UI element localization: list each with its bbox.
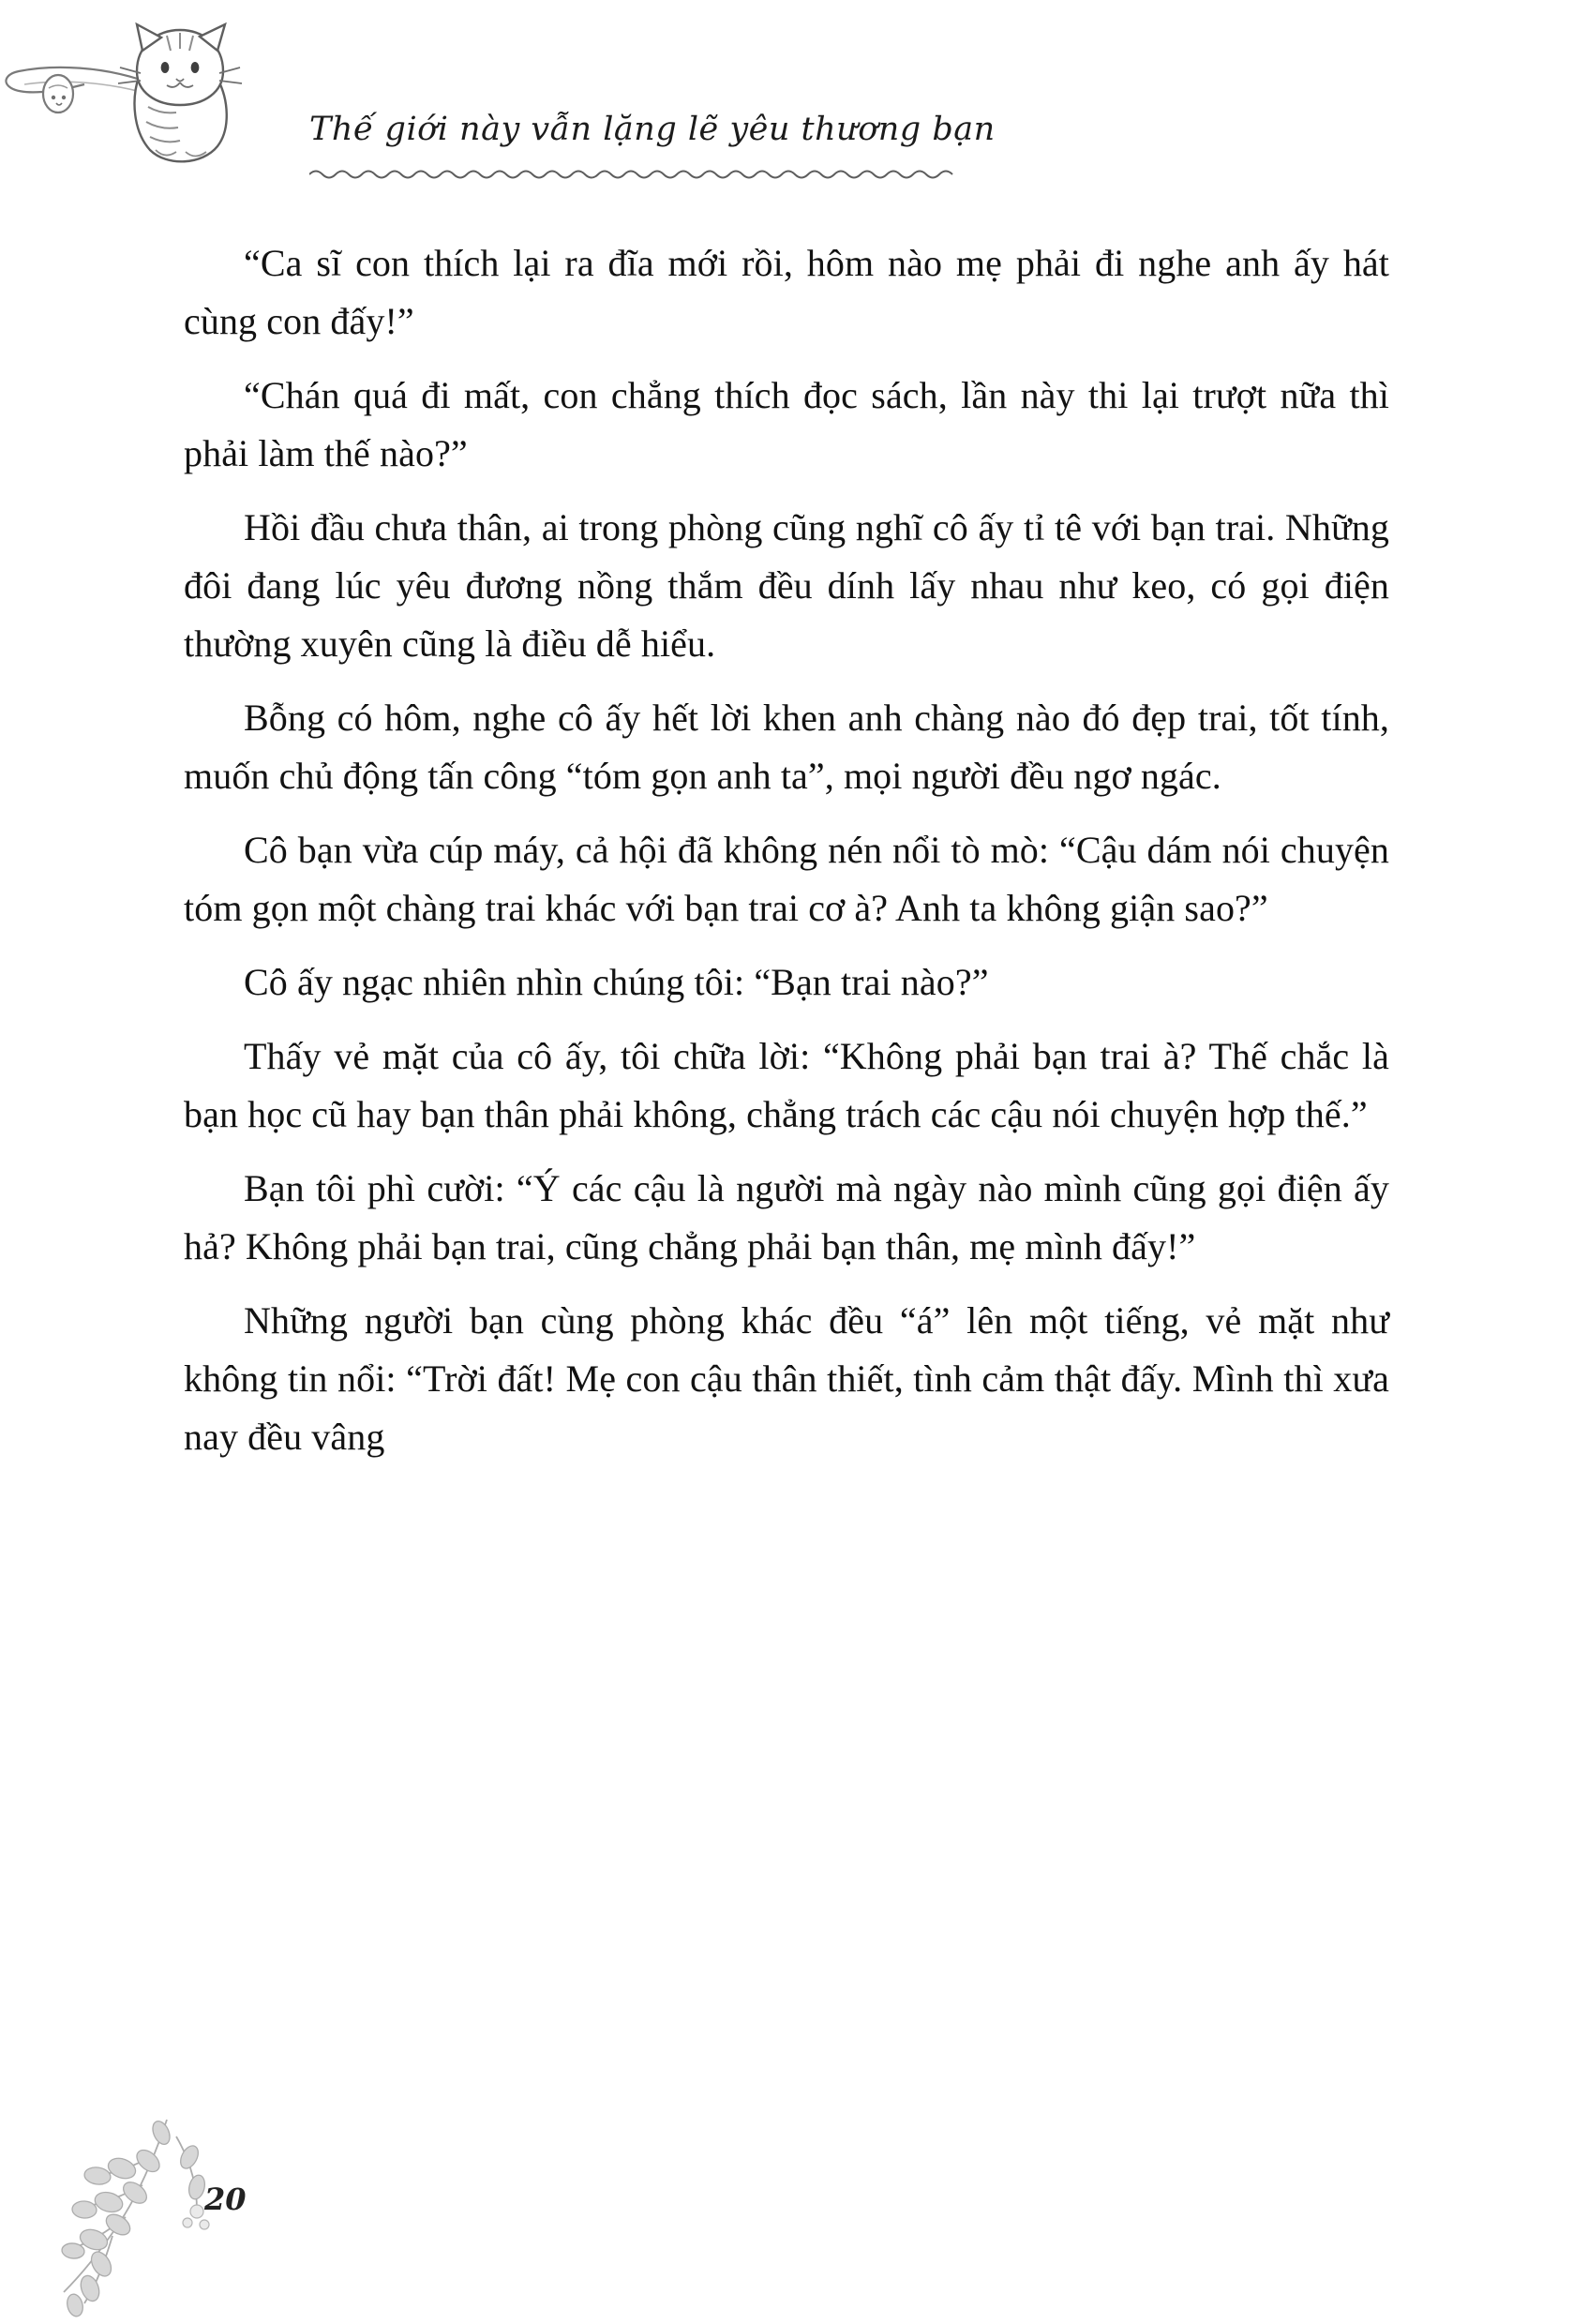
paragraph: Cô ấy ngạc nhiên nhìn chúng tôi: “Bạn trai nào?” [244,961,989,1003]
paragraph: Thấy vẻ mặt của cô ấy, tôi chữa lời: “Không phải bạn trai à? Thế chắc là bạn học cũ hay bạn thân phải không, chẳng trách các cậu nói chuyện hợp thế.” [184,1035,1389,1135]
paragraph: Bỗng có hôm, nghe cô ấy hết lời khen anh chàng nào đó đẹp trai, tốt tính, muốn chủ động tấn công “tóm gọn anh ta”, mọi người đều ngơ ngác. [184,697,1389,797]
page-footer [0,2005,525,2315]
paragraph: Hồi đầu chưa thân, ai trong phòng cũng nghĩ cô ấy tỉ tê với bạn trai. Những đôi đang lúc yêu đương nồng thắm đều dính lấy nhau như keo, có gọi điện thường xuyên cũng là điều dễ hiểu. [184,506,1389,665]
paragraph: Bạn tôi phì cười: “Ý các cậu là người mà ngày nào mình cũng gọi điện ấy hả? Không phải bạn trai, cũng chẳng phải bạn thân, mẹ mình đấy!” [184,1167,1389,1267]
page-header [0,0,1573,216]
floral-branch-icon [56,2118,300,2319]
wavy-rule-icon [309,167,956,180]
page-title: Thế giới này vẫn lặng lẽ yêu thương bạn [309,111,996,148]
paragraph: “Ca sĩ con thích lại ra đĩa mới rồi, hôm nào mẹ phải đi nghe anh ấy hát cùng con đấy!” [184,242,1389,342]
page-number: 20 [204,2182,247,2217]
cat-illustration-icon [0,9,309,206]
paragraph: Những người bạn cùng phòng khác đều “á” lên một tiếng, vẻ mặt như không tin nổi: “Trời đất! Mẹ con cậu thân thiết, tình cảm thật đấy. Mình thì xưa nay đều vâng [184,1299,1389,1458]
page-content [184,234,1389,1466]
paragraph: Cô bạn vừa cúp máy, cả hội đã không nén nổi tò mò: “Cậu dám nói chuyện tóm gọn một chàng trai khác với bạn trai cơ à? Anh ta không giận sao?” [184,829,1389,929]
paragraph: “Chán quá đi mất, con chẳng thích đọc sách, lần này thi lại trượt nữa thì phải làm thế nào?” [184,374,1389,474]
